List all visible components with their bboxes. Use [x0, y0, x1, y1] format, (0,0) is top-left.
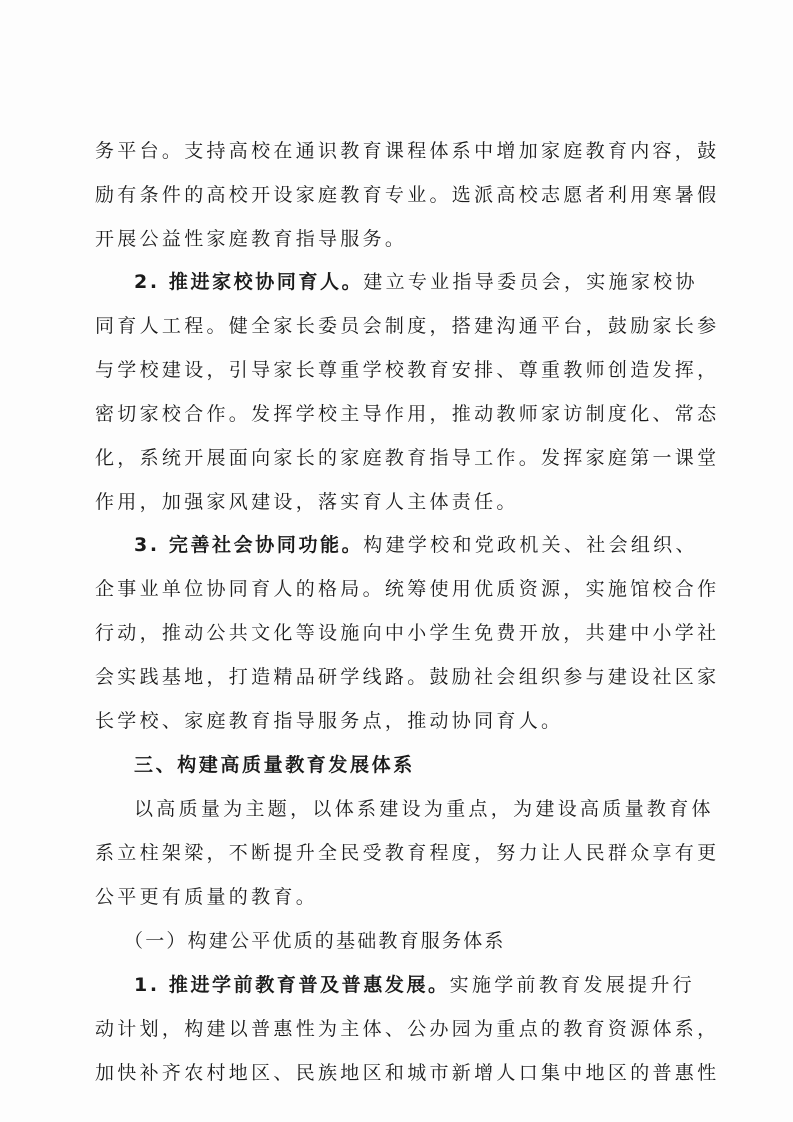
text-line: 密切家校合作。发挥学校主导作用，推动教师家访制度化、常态 — [95, 403, 720, 425]
paragraph-text: 实施学前教育发展提升行 — [449, 974, 695, 996]
text-line: 会实践基地，打造精品研学线路。鼓励社会组织参与建设社区家 — [95, 666, 720, 688]
subsection-heading: （一）构建公平优质的基础教育服务体系 — [124, 930, 506, 952]
paragraph-heading: 2. 推进家校协同育人。 — [134, 271, 364, 293]
text-line: 务平台。支持高校在通识教育课程体系中增加家庭教育内容，鼓 — [95, 140, 720, 162]
text-line: 加快补齐农村地区、民族地区和城市新增人口集中地区的普惠性 — [95, 1062, 720, 1084]
text-line: 化，系统开展面向家长的家庭教育指导工作。发挥家庭第一课堂 — [95, 447, 720, 469]
text-line: 行动，推动公共文化等设施向中小学生免费开放，共建中小学社 — [95, 622, 720, 644]
text-line: 励有条件的高校开设家庭教育专业。选派高校志愿者利用寒暑假 — [95, 184, 720, 206]
text-line: 系立柱架梁，不断提升全民受教育程度，努力让人民群众享有更 — [95, 842, 720, 864]
text-line: 作用，加强家风建设，落实育人主体责任。 — [95, 491, 519, 513]
text-line: 企事业单位协同育人的格局。统筹使用优质资源，实施馆校合作 — [95, 578, 720, 600]
text-line: 同育人工程。健全家长委员会制度，搭建沟通平台，鼓励家长参 — [95, 315, 720, 337]
text-line: 以高质量为主题，以体系建设为重点，为建设高质量教育体 — [134, 798, 714, 820]
paragraph-heading-line — [134, 532, 734, 558]
text-line: 与学校建设，引导家长尊重学校教育安排、尊重教师创造发挥， — [95, 359, 720, 381]
text-line: 长学校、家庭教育指导服务点，推动协同育人。 — [95, 710, 564, 732]
paragraph-heading-line — [134, 269, 734, 295]
paragraph-text: 构建学校和党政机关、社会组织、 — [363, 534, 698, 556]
text-line: 公平更有质量的教育。 — [95, 886, 319, 908]
text-line: 动计划，构建以普惠性为主体、公办园为重点的教育资源体系， — [95, 1018, 720, 1040]
paragraph-heading: 3. 完善社会协同功能。 — [134, 534, 364, 556]
paragraph-text: 建立专业指导委员会，实施家校协 — [363, 271, 698, 293]
paragraph-heading-line — [134, 972, 734, 998]
text-line: 开展公益性家庭教育指导服务。 — [95, 228, 408, 250]
paragraph-heading: 1. 推进学前教育普及普惠发展。 — [134, 974, 450, 996]
section-heading: 三、构建高质量教育发展体系 — [134, 754, 415, 776]
